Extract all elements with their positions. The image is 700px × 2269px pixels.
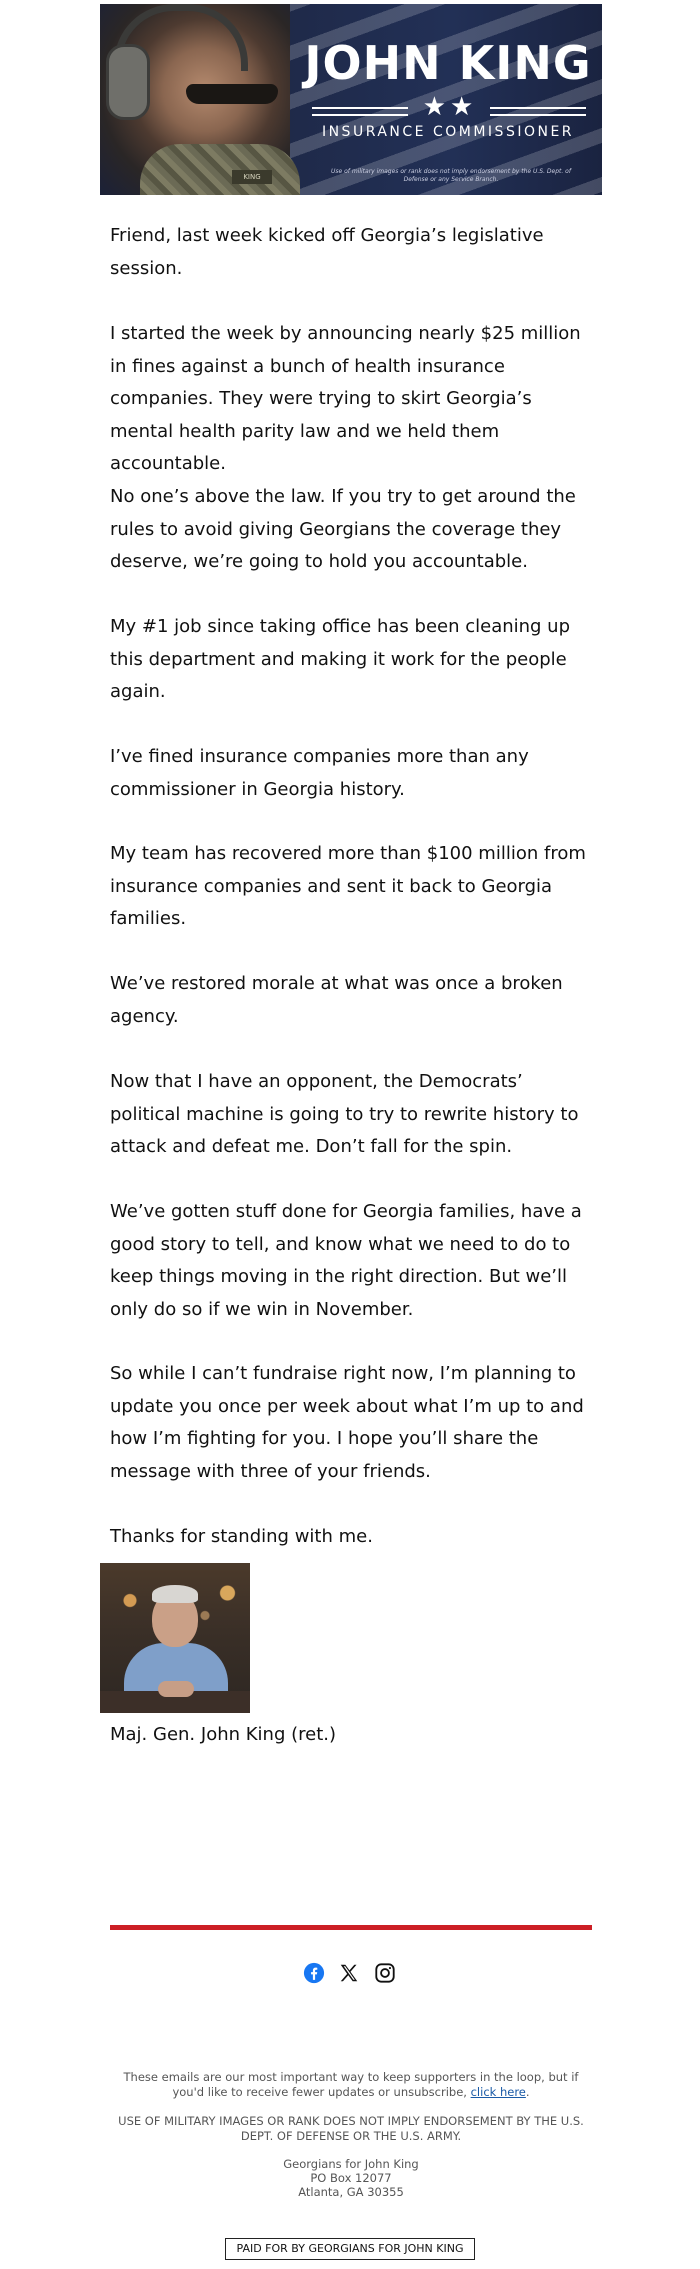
unsubscribe-link[interactable]: click here bbox=[470, 2084, 526, 2099]
paragraph-6: My team has recovered more than $100 million from insurance companies and sent it back to Georgia families. bbox=[110, 843, 586, 929]
portrait-hands bbox=[158, 1681, 194, 1697]
facebook-icon[interactable] bbox=[303, 1962, 327, 1986]
footer-city: Atlanta, GA 30355 bbox=[298, 2185, 404, 2199]
candidate-photo bbox=[100, 4, 290, 195]
paragraph-11: Thanks for standing with me. bbox=[110, 1526, 373, 1547]
banner-rule-right-2 bbox=[490, 114, 586, 116]
banner-subtitle: INSURANCE COMMISSIONER bbox=[321, 124, 575, 140]
paragraph-3: No one’s above the law. If you try to get around the rules to avoid giving Georgians the coverage they deserve, we’re going to hold you accountable. bbox=[110, 486, 576, 572]
sunglasses bbox=[186, 84, 278, 104]
paragraph-10: So while I can’t fundraise right now, I’m planning to update you once per week about what I’m up to and how I’m fighting for you. I hope you’ll share the message with three of your friends. bbox=[110, 1363, 584, 1482]
header-banner bbox=[100, 4, 602, 195]
candidate-portrait bbox=[100, 1563, 250, 1713]
paid-for-box: PAID FOR BY GEORGIANS FOR JOHN KING bbox=[225, 2238, 475, 2260]
paragraph-2: I started the week by announcing nearly $25 million in fines against a bunch of health insurance companies. They were trying to skirt Georgia’s mental health parity law and we held them accountable. bbox=[110, 323, 581, 474]
footer-org: Georgians for John King bbox=[283, 2157, 419, 2171]
uniform bbox=[140, 144, 300, 195]
banner-rule-left-2 bbox=[312, 114, 408, 116]
paragraph-1: Friend, last week kicked off Georgia’s legislative session. bbox=[110, 225, 544, 279]
headset-earcup bbox=[106, 44, 150, 120]
footer-updates bbox=[110, 2070, 592, 2099]
instagram-icon[interactable] bbox=[374, 1962, 398, 1986]
paragraph-8: Now that I have an opponent, the Democrats’ political machine is going to try to rewrite history to attack and defeat me. Don’t fall for the spin. bbox=[110, 1071, 579, 1157]
signature: Maj. Gen. John King (ret.) bbox=[110, 1724, 337, 1745]
social-links bbox=[300, 1962, 402, 1986]
footer-military-disclaimer: USE OF MILITARY IMAGES OR RANK DOES NOT IMPLY ENDORSEMENT BY THE U.S. DEPT. OF DEFENSE OR THE U.S. ARMY. bbox=[118, 2114, 584, 2143]
footer-updates-text: These emails are our most important way to keep supporters in the loop, but if you'd like to receive fewer updates or unsubscribe, bbox=[123, 2070, 579, 2099]
x-icon[interactable] bbox=[338, 1962, 362, 1986]
banner-rule-left bbox=[312, 107, 408, 109]
banner-title: JOHN KING bbox=[304, 36, 592, 90]
paragraph-9: We’ve gotten stuff done for Georgia families, have a good story to tell, and know what we need to do to keep things moving in the right direction. But we’ll only do so if we win in November. bbox=[110, 1201, 582, 1320]
uniform-nametag: KING bbox=[232, 170, 272, 184]
banner-stars: ★★ bbox=[422, 92, 478, 122]
footer-updates-end: . bbox=[525, 2084, 530, 2099]
banner-rule-right bbox=[490, 107, 586, 109]
paragraph-4: My #1 job since taking office has been cleaning up this department and making it work for the people again. bbox=[110, 616, 571, 702]
footer-po-box: PO Box 12077 bbox=[310, 2171, 392, 2185]
divider-red bbox=[110, 1925, 592, 1930]
portrait-hair bbox=[152, 1585, 198, 1603]
paragraph-5: I’ve fined insurance companies more than any commissioner in Georgia history. bbox=[110, 746, 529, 800]
banner-disclaimer: Use of military images or rank does not imply endorsement by the U.S. Dept. of Defense or any Service Branch. bbox=[331, 168, 571, 183]
paragraph-7: We’ve restored morale at what was once a broken agency. bbox=[110, 973, 563, 1027]
